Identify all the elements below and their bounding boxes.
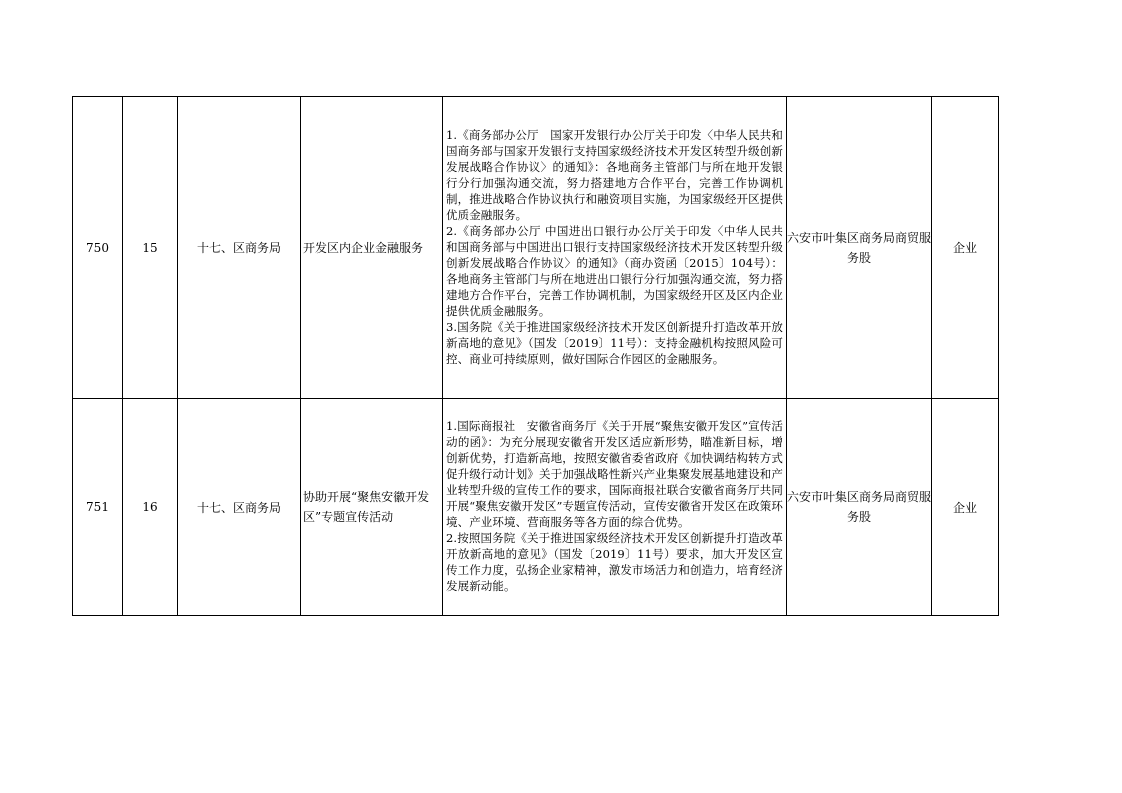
service-object-cell: 企业 bbox=[932, 399, 999, 616]
service-object-cell: 企业 bbox=[932, 97, 999, 399]
responsible-unit-cell: 六安市叶集区商务局商贸服务股 bbox=[787, 399, 932, 616]
row-sub-number: 16 bbox=[123, 399, 178, 616]
department-cell: 十七、区商务局 bbox=[178, 97, 301, 399]
basis-paragraph: 3.国务院《关于推进国家级经济技术开发区创新提升打造改革开放新高地的意见》（国发〔2019〕11号）：支持金融机构按照风险可控、商业可持续原则，做好国际合作园区的金融服务。 bbox=[446, 319, 783, 366]
basis-paragraph: 2.《商务部办公厅 中国进出口银行办公厅关于印发〈中华人民共和国商务部与中国进出口银行支持国家级经济技术开发区转型升级创新发展战略合作协议〉的通知》（商办资函〔2015〕104号）：各地商务主管部门与所在地进出口银行分行加强沟通交流，努力搭建地方合作平台，完善工作协调机制，为国家级经开区及区内企业提供优质金融服务。 bbox=[446, 223, 783, 318]
row-sub-number: 15 bbox=[123, 97, 178, 399]
table-row bbox=[73, 97, 999, 399]
item-name-cell: 协助开展“聚焦安徽开发区”专题宣传活动 bbox=[301, 399, 443, 616]
department-cell: 十七、区商务局 bbox=[178, 399, 301, 616]
responsible-unit-cell: 六安市叶集区商务局商贸服务股 bbox=[787, 97, 932, 399]
basis-cell bbox=[443, 97, 787, 399]
basis-cell bbox=[443, 399, 787, 616]
service-list-table bbox=[72, 96, 999, 616]
table-row bbox=[73, 399, 999, 616]
basis-paragraph: 2.按照国务院《关于推进国家级经济技术开发区创新提升打造改革开放新高地的意见》（国发〔2019〕11号）要求，加大开发区宣传工作力度，弘扬企业家精神，激发市场活力和创造力，培育经济发展新动能。 bbox=[446, 531, 783, 593]
item-name-cell: 开发区内企业金融服务 bbox=[301, 97, 443, 399]
basis-paragraph: 1.国际商报社 安徽省商务厅《关于开展“聚焦安徽开发区”宣传活动的函》：为充分展现安徽省开发区适应新形势，瞄准新目标，增创新优势，打造新高地，按照安徽省委省政府《加快调结构转方式促升级行动计划》关于加强战略性新兴产业集聚发展基地建设和产业转型升级的宣传工作的要求，国际商报社联合安徽省商务厅共同开展“聚焦安徽开发区”专题宣传活动，宣传安徽省开发区在政策环境、产业环境、营商服务等各方面的综合优势。 bbox=[446, 419, 783, 529]
basis-paragraph: 1.《商务部办公厅 国家开发银行办公厅关于印发〈中华人民共和国商务部与国家开发银行支持国家级经济技术开发区转型升级创新发展战略合作协议〉的通知》：各地商务主管部门与所在地开发银行分行加强沟通交流，努力搭建地方合作平台，完善工作协调机制，推进战略合作协议执行和融资项目实施，为国家级经开区提供优质金融服务。 bbox=[446, 127, 783, 222]
row-number: 750 bbox=[73, 97, 123, 399]
row-number: 751 bbox=[73, 399, 123, 616]
